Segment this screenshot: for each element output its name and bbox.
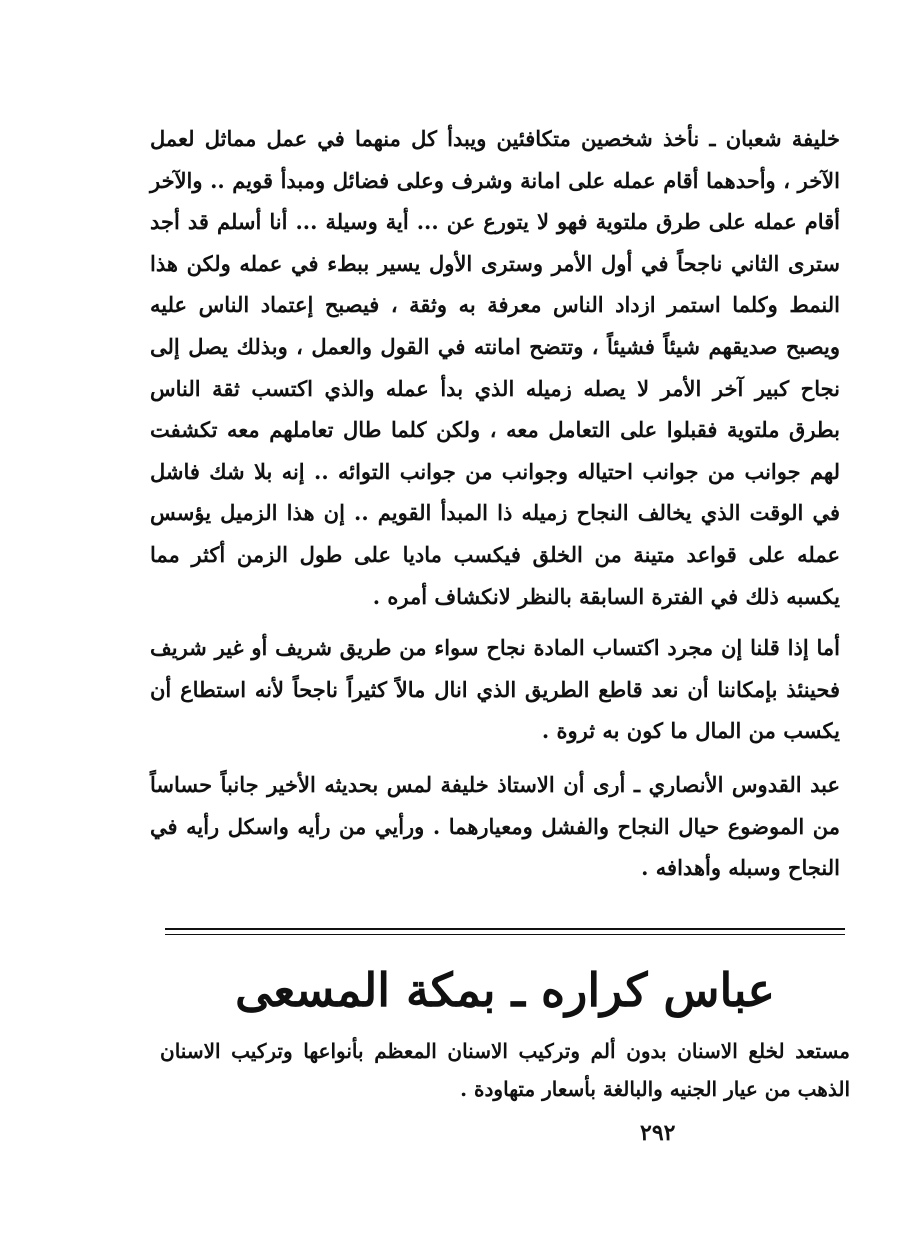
double-rule-divider [165, 928, 845, 935]
article-paragraph-3: عبد القدوس الأنصاري ـ أرى أن الاستاذ خليفة لمس بحديثه الأخير جانباً حساساً من الموضوع حيال النجاح والفشل ومعيارهما . ورأيي من رأيه واسكل رأيه في النجاح وسبله وأهدافه . [150, 771, 840, 881]
advertisement-text: مستعد لخلع الاسنان بدون ألم وتركيب الاسنان المعظم بأنواعها وتركيب الاسنان الذهب من عيار الجنيه والبالغة بأسعار متهاودة . [160, 1039, 850, 1101]
advertisement-heading: عباس كراره ـ بمكة المسعى [235, 963, 775, 1017]
advertisement-body [160, 1032, 850, 1108]
article-paragraph-1: خليفة شعبان ـ نأخذ شخصين متكافئين ويبدأ كل منهما في عمل مماثل لعمل الآخر ، وأحدهما أقام عمله على امانة وشرف وعلى فضائل ومبدأ قويم .. والآخر أقام عمله على طرق ملتوية فهو لا يتورع عن ... أية وسيلة ... أنا أسلم قد أجد سترى الثاني ناجحاً في أول الأمر وسترى الأول يسير ببطء في عمله ولكن هذا النمط وكلما استمر ازداد الناس معرفة به وثقة ، فيصبح إعتماد الناس عليه ويصبح صديقهم شيئاً فشيئاً ، وتتضح امانته في القول والعمل ، وبذلك يصل إلى نجاح كبير آخر الأمر لا يصله زميله الذي بدأ عمله والذي اكتسب ثقة الناس بطرق ملتوية فقبلوا على التعامل معه ، ولكن كلما طال تعاملهم معه تكشفت لهم جوانب من جوانب احتياله وجوانب من جوانب التوائه .. إنه بلا شك فاشل في الوقت الذي يخالف النجاح زميله ذا المبدأ القويم .. إن هذا الزميل يؤسس عمله على قواعد متينة من الخلق فيكسب ماديا على طول الزمن أكثر مما يكسبه ذلك في الفترة السابقة بالنظر لانكشاف أمره . [150, 126, 840, 609]
rule-line-bottom [165, 934, 845, 935]
article-body [150, 118, 840, 889]
page-number: ٢٩٢ [640, 1120, 676, 1146]
rule-line-top [165, 928, 845, 930]
article-paragraph-2: أما إذا قلنا إن مجرد اكتساب المادة نجاح سواء من طريق شريف أو غير شريف فحينئذ بإمكاننا أن نعد قاطع الطريق الذي انال مالاً كثيراً ناجحاً لأنه استطاع أن يكسب من المال ما كون به ثروة . [150, 635, 840, 744]
